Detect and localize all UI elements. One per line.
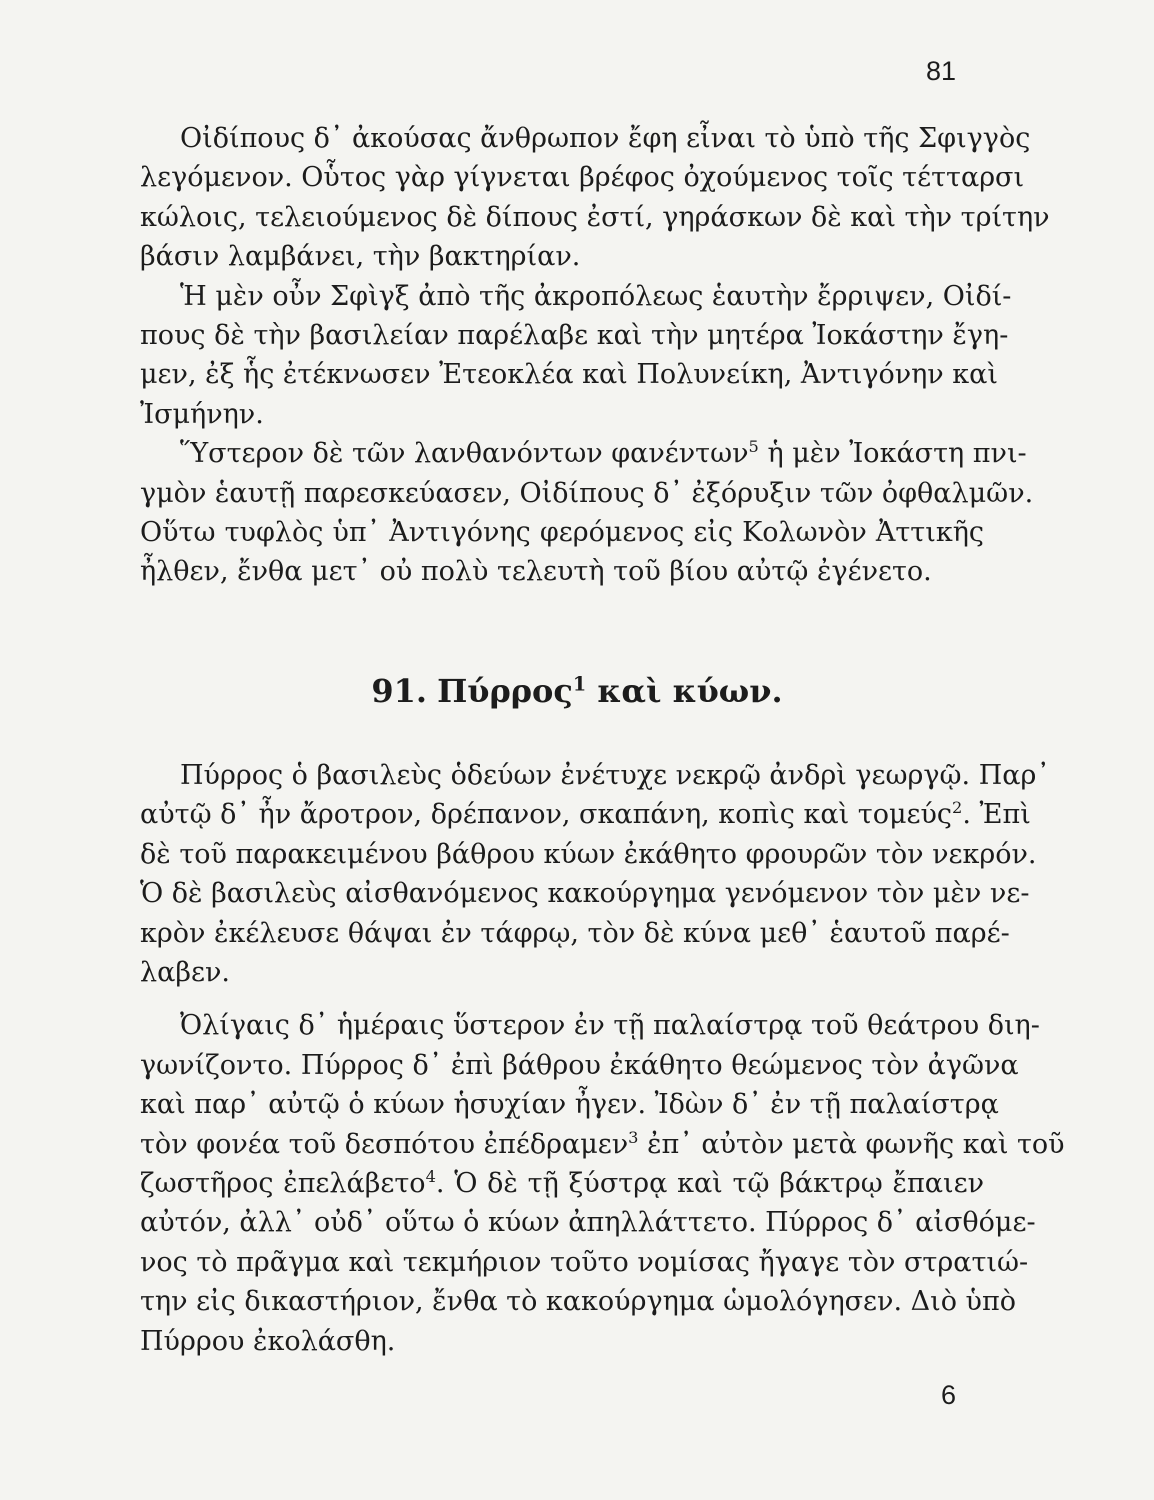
text-line: [140, 434, 1027, 473]
page-number: 81: [925, 56, 956, 86]
text-line: [140, 1164, 984, 1203]
text-line: πους δὲ τὴν βασιλείαν παρέλαβε καὶ τὴν μητέρα Ἰοκάστην ἔγη-: [140, 320, 1009, 352]
text-line: την εἰς δικαστήριον, ἔνθα τὸ κακούργημα ὡμολόγησεν. Διὸ ὑπὸ: [140, 1286, 1016, 1318]
footnote-marker: 3: [628, 1127, 639, 1147]
text-fragment: αὐτῷ δ᾽ ἦν ἄροτρον, δρέπανον, σκαπάνη, κοπὶς καὶ τομεύς: [140, 799, 953, 831]
text-line: Ἡ μὲν οὖν Σφὶγξ ἀπὸ τῆς ἀκροπόλεως ἑαυτὴν ἔρριψεν, Οἰδί-: [180, 280, 1012, 312]
text-line: Πύρρος ὁ βασιλεὺς ὁδεύων ἐνέτυχε νεκρῷ ἀνδρὶ γεωργῷ. Παρ᾽: [180, 760, 1050, 791]
text-fragment: . Ὁ δὲ τῇ ξύστρᾳ καὶ τῷ βάκτρῳ ἔπαιεν: [435, 1168, 984, 1200]
text-fragment: ἐπ᾽ αὐτὸν μετὰ φωνῆς καὶ τοῦ: [647, 1128, 1065, 1160]
text-fragment: ζωστῆρος ἐπελάβετο: [140, 1168, 426, 1200]
text-line: μεν, ἐξ ἧς ἐτέκνωσεν Ἐτεοκλέα καὶ Πολυνείκη, Ἀντιγόνην καὶ: [140, 359, 998, 391]
text-line: δὲ τοῦ παρακειμένου βάθρου κύων ἐκάθητο φρουρῶν τὸν νεκρόν.: [140, 838, 1037, 870]
section-heading: [0, 672, 1154, 710]
text-line: Οἰδίπους δ᾽ ἀκούσας ἄνθρωπον ἔφη εἶναι τὸ ὑπὸ τῆς Σφιγγὸς: [180, 123, 1031, 154]
text-line: βάσιν λαμβάνει, τὴν βακτηρίαν.: [140, 241, 581, 273]
text-line: [140, 795, 1031, 834]
text-line: καὶ παρ᾽ αὐτῷ ὁ κύων ἡσυχίαν ἦγεν. Ἰδὼν δ᾽ ἐν τῇ παλαίστρᾳ: [140, 1089, 999, 1121]
section-oedipus-text: [140, 119, 1050, 592]
section-title-tail: καὶ κύων.: [597, 672, 783, 710]
text-fragment: Ὕστερον δὲ τῶν λανθανόντων φανέντων: [180, 438, 749, 470]
footnote-marker: 4: [425, 1167, 436, 1187]
text-line: ἦλθεν, ἔνθα μετ᾽ οὐ πολὺ τελευτὴ τοῦ βίου αὐτῷ ἐγένετο.: [140, 556, 932, 588]
signature-mark: 6: [940, 1380, 956, 1410]
text-line: αὐτόν, ἀλλ᾽ οὐδ᾽ οὕτω ὁ κύων ἀπηλλάττετο. Πύρρος δ᾽ αἰσθόμε-: [140, 1207, 1036, 1239]
text-line: κρὸν ἐκέλευσε θάψαι ἐν τάφρῳ, τὸν δὲ κύνα μεθ᾽ ἑαυτοῦ παρέ-: [140, 917, 1010, 949]
section-number: 91.: [371, 672, 428, 710]
text-line: νος τὸ πρᾶγμα καὶ τεκμήριον τοῦτο νομίσας ἤγαγε τὸν στρατιώ-: [140, 1246, 1029, 1278]
footnote-marker: 2: [952, 798, 963, 818]
section-title: Πύρρος: [437, 672, 573, 710]
section-pyrrhus-text: [140, 756, 1065, 1361]
text-fragment: τὸν φονέα τοῦ δεσπότου ἐπέδραμεν: [140, 1128, 629, 1160]
text-line: κώλοις, τελειούμενος δὲ δίπους ἐστί, γηράσκων δὲ καὶ τὴν τρίτην: [140, 201, 1050, 233]
text-line: Ὀλίγαις δ᾽ ἡμέραις ὕστερον ἐν τῇ παλαίστρᾳ τοῦ θεάτρου διη-: [180, 1010, 1040, 1042]
text-line: Ὁ δὲ βασιλεὺς αἰσθανόμενος κακούργημα γενόμενον τὸν μὲν νε-: [140, 878, 1030, 910]
text-line: γωνίζοντο. Πύρρος δ᾽ ἐπὶ βάθρου ἐκάθητο θεώμενος τὸν ἀγῶνα: [140, 1049, 1019, 1081]
text-fragment: . Ἐπὶ: [962, 799, 1031, 831]
text-line: λεγόμενον. Οὗτος γὰρ γίγνεται βρέφος ὀχούμενος τοῖς τέτταρσι: [140, 162, 1025, 194]
text-line: [140, 1125, 1065, 1164]
text-fragment: ἡ μὲν Ἰοκάστη πνι-: [767, 438, 1027, 470]
text-line: Ἰσμήνην.: [140, 398, 264, 430]
text-line: Οὕτω τυφλὸς ὑπ᾽ Ἀντιγόνης φερόμενος εἰς Κολωνὸν Ἀττικῆς: [140, 517, 984, 549]
text-line: Πύρρου ἐκολάσθη.: [140, 1325, 396, 1357]
footnote-marker: 1: [572, 672, 587, 696]
text-line: λαβεν.: [140, 957, 230, 989]
footnote-marker: 5: [748, 437, 759, 457]
text-line: γμὸν ἑαυτῇ παρεσκεύασεν, Οἰδίπους δ᾽ ἐξόρυξιν τῶν ὀφθαλμῶν.: [140, 477, 1034, 509]
